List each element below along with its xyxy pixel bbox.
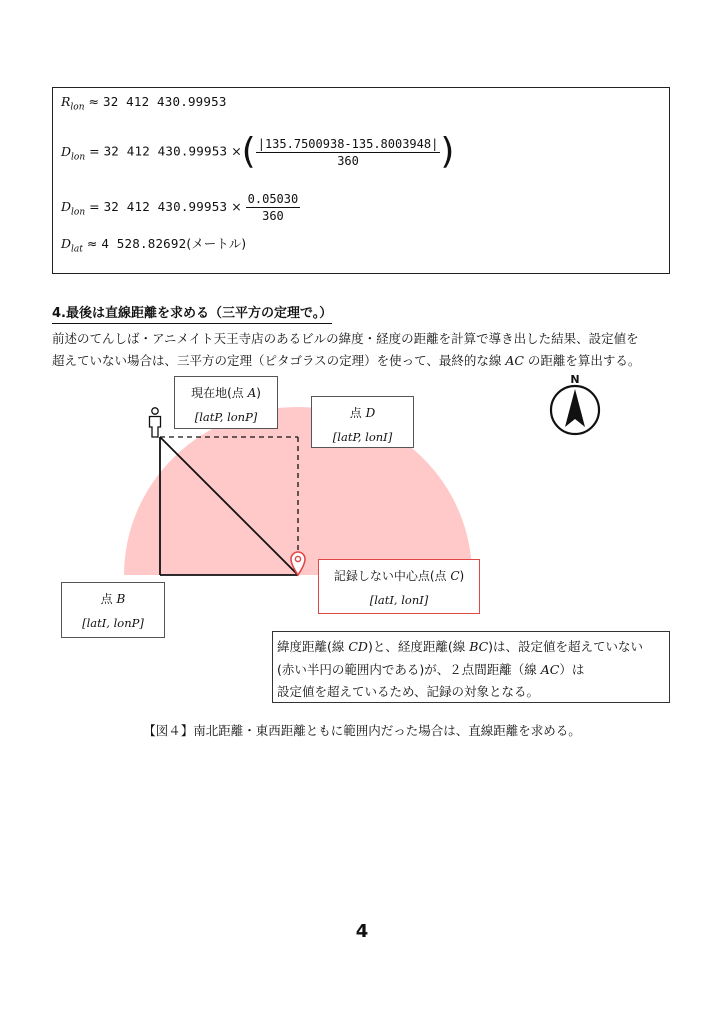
point-variable: D	[365, 406, 376, 420]
left-paren: (	[241, 131, 256, 172]
point-coords: [latP, lonI]	[332, 430, 393, 444]
formula-value: 4 528.82692	[101, 236, 187, 251]
line-variable: CD	[348, 639, 368, 654]
formula-var: D	[61, 199, 72, 214]
fraction-denominator: 360	[262, 209, 284, 223]
label-point-b: 点 B [latI, lonP]	[61, 582, 165, 638]
explanation-note	[272, 631, 670, 703]
formula-var: D	[61, 236, 72, 251]
paragraph-line-1: 前述のてんしば・アニメイト天王寺店のあるビルの緯度・経度の距離を計算で導き出した結果、設定値を	[52, 331, 639, 346]
formula-value: 32 412 430.99953	[103, 143, 228, 159]
point-variable: B	[116, 592, 126, 606]
formula-times: ×	[231, 143, 242, 159]
fraction-denominator: 360	[337, 153, 359, 168]
label-point-c: 記録しない中心点(点 C) [latI, lonI]	[318, 559, 480, 614]
formula-value: 32 412 430.99953	[102, 94, 227, 109]
line-variable: BC	[469, 639, 489, 654]
point-variable: A	[247, 386, 257, 400]
fraction-numerator: |135.7500938-135.8003948|	[257, 136, 439, 151]
point-coords: [latP, lonP]	[194, 410, 258, 424]
formula-sub: lon	[71, 207, 86, 218]
formula-operator: =	[89, 143, 100, 159]
formula-operator: ≈	[86, 236, 98, 251]
label-point-d: 点 D [latP, lonI]	[311, 396, 414, 448]
right-paren: )	[440, 131, 455, 172]
formula-operator: ≈	[88, 94, 99, 109]
note-line-2: (赤い半円の範囲内である)が、２点間距離（線 AC）は	[277, 661, 585, 677]
formula-times: ×	[231, 199, 242, 214]
line-variable: AC	[540, 661, 560, 677]
compass-icon	[551, 373, 599, 434]
compass-letter: N	[570, 373, 580, 386]
label-point-a: 現在地(点 A) [latP, lonP]	[174, 376, 278, 429]
figure-caption: 【図４】南北距離・東西距離ともに範囲内だった場合は、直線距離を求める。	[143, 723, 581, 738]
formula-operator: =	[89, 199, 100, 214]
formula-unit: (メートル)	[186, 236, 247, 251]
note-line-3: 設定値を超えているため、記録の対象となる。	[277, 684, 540, 699]
line-variable: AC	[505, 353, 524, 368]
fraction-numerator: 0.05030	[247, 192, 299, 206]
formula-sub: lon	[71, 152, 86, 162]
point-variable: C	[450, 569, 460, 583]
formula-value: 32 412 430.99953	[103, 199, 228, 214]
formula-sub: lon	[70, 102, 85, 113]
formula-var: D	[61, 143, 72, 159]
point-coords: [latI, lonI]	[369, 593, 429, 607]
page-number: 4	[355, 921, 369, 942]
formula-sub: lat	[71, 244, 83, 255]
section-heading: 4.最後は直線距離を求める（三平方の定理で。）	[52, 302, 332, 324]
formula-var: R	[61, 94, 71, 109]
point-coords: [latI, lonP]	[82, 616, 144, 630]
note-line-1: 緯度距離(線 CD)と、経度距離(線 BC)は、設定値を超えていない	[277, 639, 644, 654]
person-icon	[150, 408, 161, 437]
paragraph-line-2: 超えていない場合は、三平方の定理（ピタゴラスの定理）を使って、最終的な線 AC の距離を算出する。	[52, 353, 641, 368]
